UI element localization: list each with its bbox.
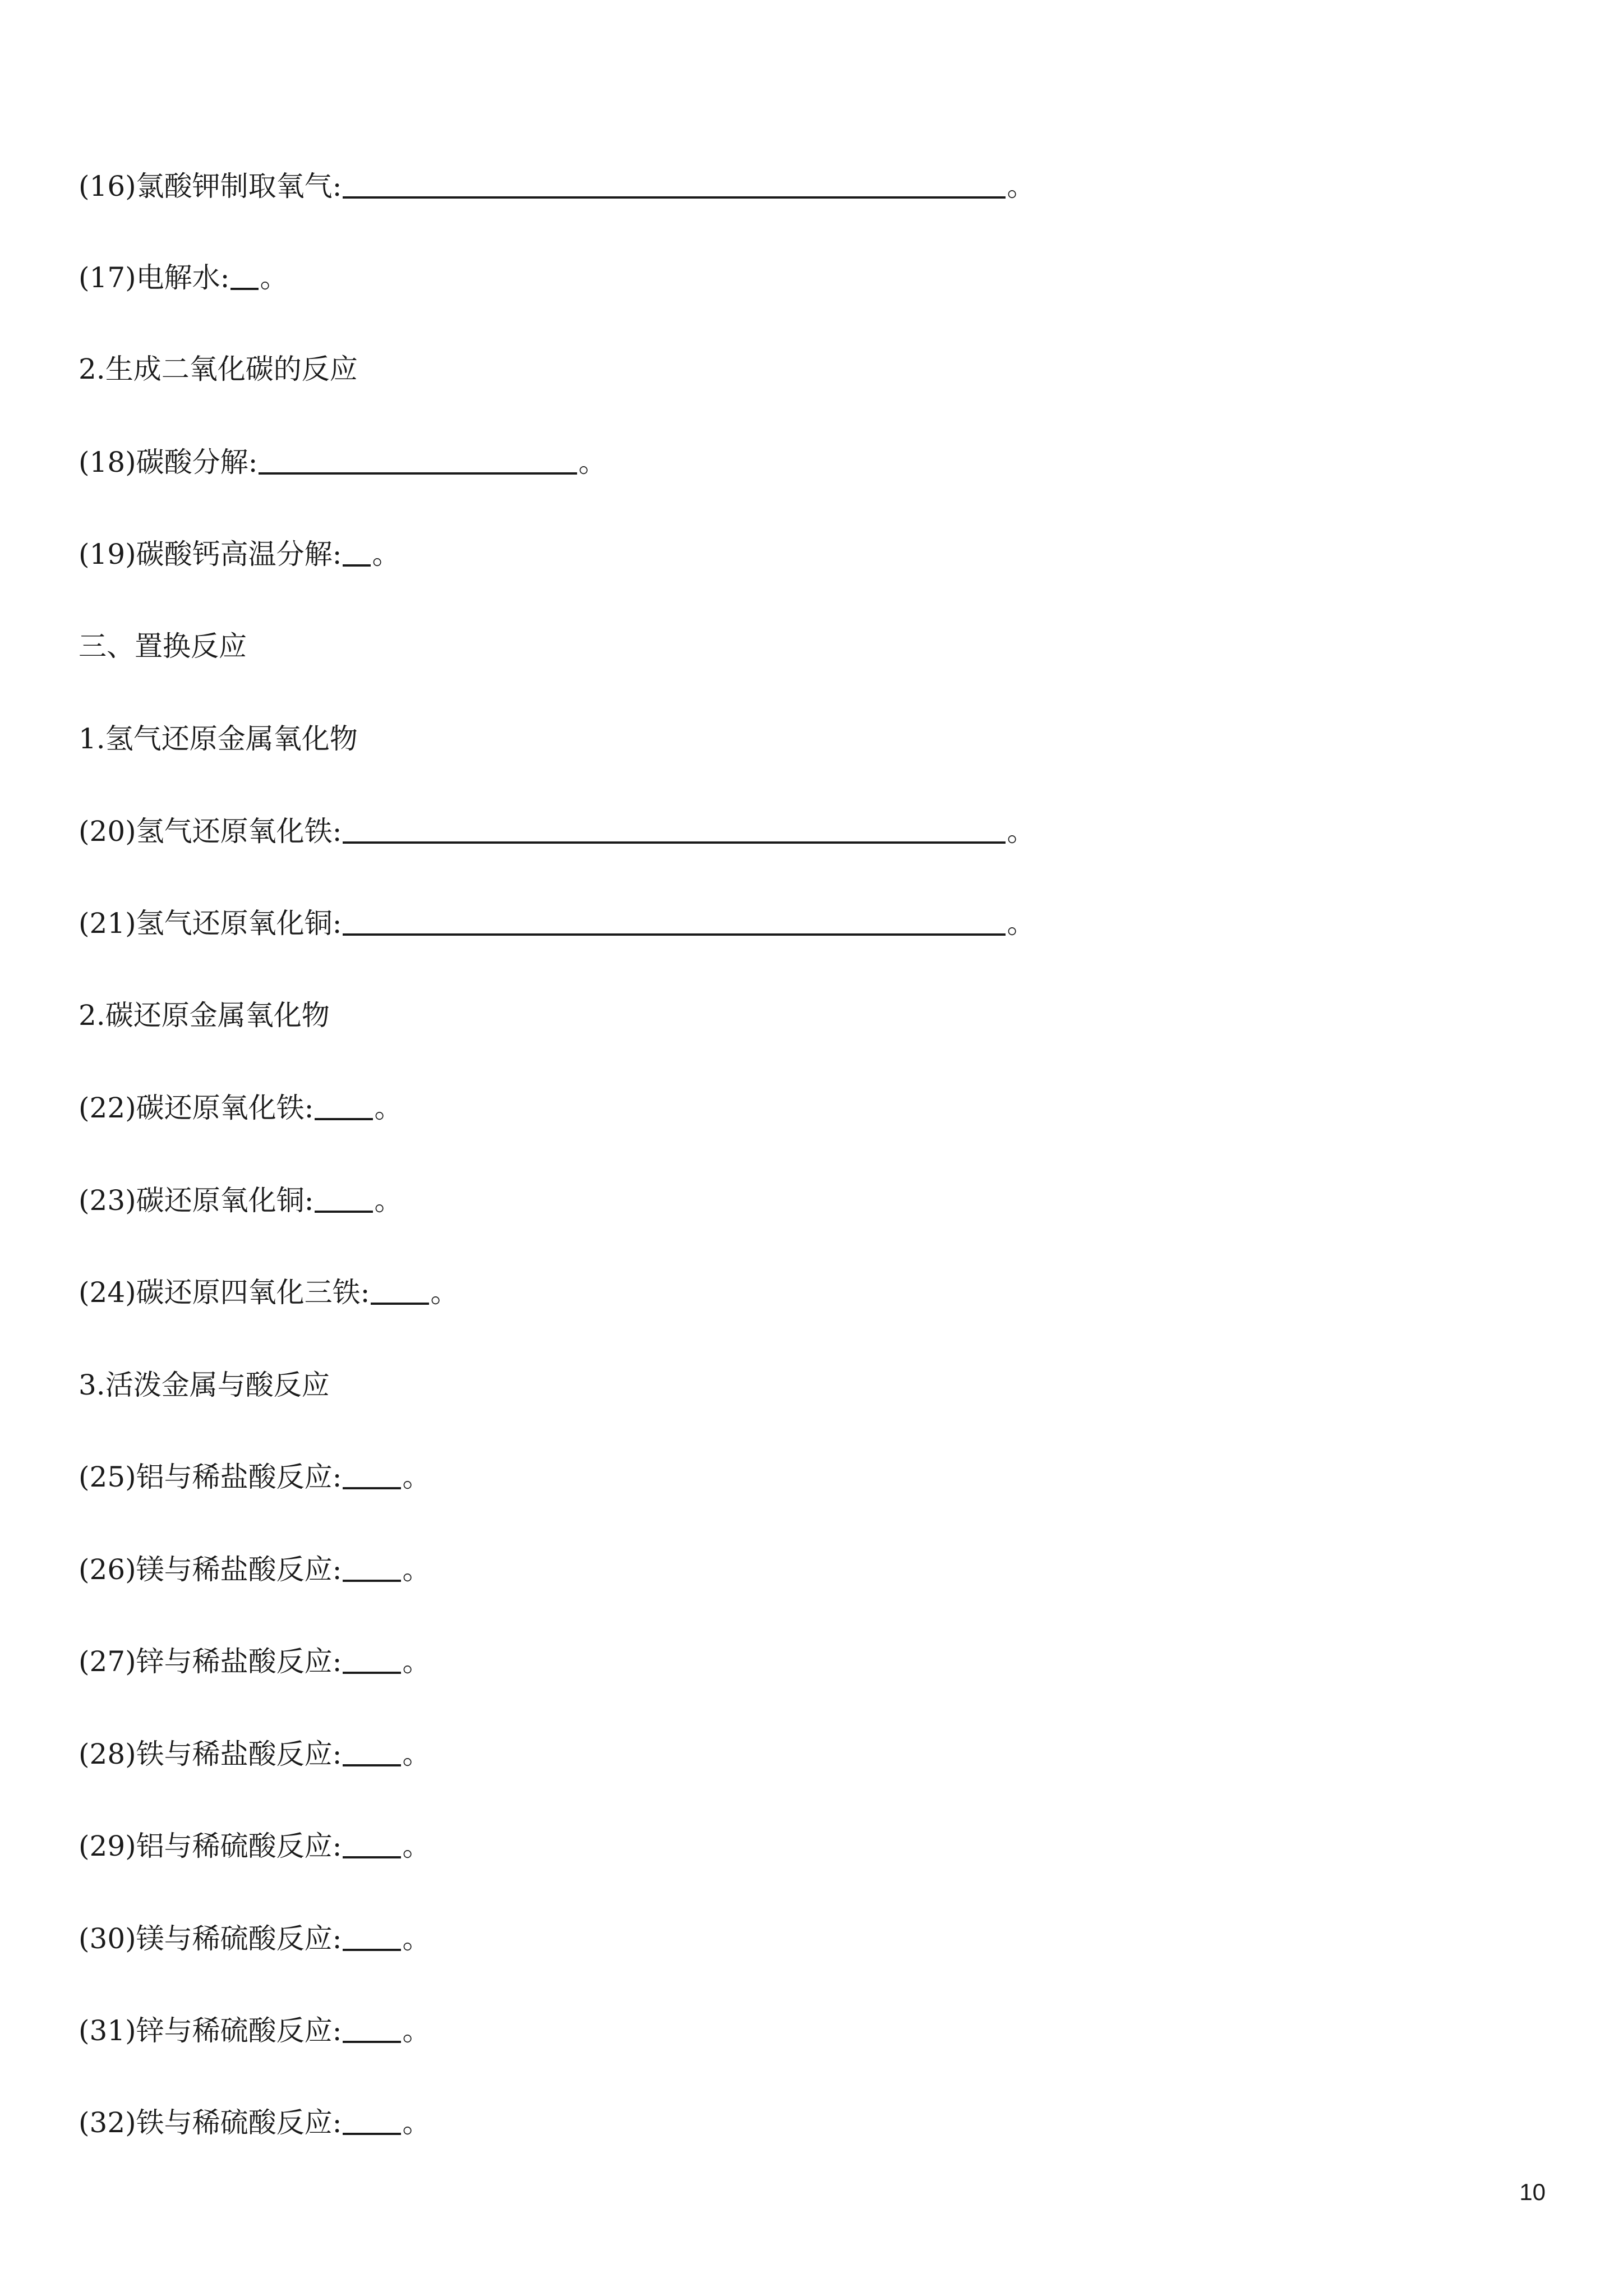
answer-blank[interactable] <box>230 263 259 290</box>
question-25 <box>79 1459 430 1495</box>
question-26 <box>79 1552 430 1588</box>
answer-blank[interactable] <box>343 817 1006 844</box>
subsection-heading-metal-acid <box>79 1367 330 1403</box>
answer-blank[interactable] <box>343 909 1006 936</box>
question-27 <box>79 1644 430 1680</box>
subsection-heading-hydrogen <box>79 721 358 757</box>
question-label: (27)锌与稀盐酸反应: <box>79 1645 342 1678</box>
question-label: (22)碳还原氧化铁: <box>79 1092 314 1124</box>
answer-blank[interactable] <box>343 1924 401 1951</box>
question-21 <box>79 905 1035 941</box>
section-heading: 1.氢气还原金属氧化物 <box>79 723 358 755</box>
period-mark: 。 <box>430 1276 459 1309</box>
question-label: (18)碳酸分解: <box>79 446 258 478</box>
question-label: (23)碳还原氧化铜: <box>79 1184 314 1217</box>
question-label: (26)镁与稀盐酸反应: <box>79 1553 342 1586</box>
question-label: (21)氢气还原氧化铜: <box>79 907 342 940</box>
period-mark: 。 <box>1007 170 1035 203</box>
page-number: 10 <box>1519 2179 1546 2205</box>
section-heading: 三、置换反应 <box>79 630 247 662</box>
question-24 <box>79 1274 458 1310</box>
question-label: (20)氢气还原氧化铁: <box>79 815 342 848</box>
question-22 <box>79 1090 402 1126</box>
question-31 <box>79 2013 430 2049</box>
question-label: (31)锌与稀硫酸反应: <box>79 2014 342 2047</box>
period-mark: 。 <box>372 538 400 570</box>
period-mark: 。 <box>402 2014 431 2047</box>
question-label: (32)铁与稀硫酸反应: <box>79 2106 342 2139</box>
question-label: (16)氯酸钾制取氧气: <box>79 170 342 203</box>
answer-blank[interactable] <box>371 1278 429 1305</box>
question-20 <box>79 813 1035 849</box>
period-mark: 。 <box>578 446 607 478</box>
section-heading: 3.活泼金属与酸反应 <box>79 1369 330 1401</box>
answer-blank[interactable] <box>259 448 577 475</box>
question-label: (17)电解水: <box>79 261 230 294</box>
period-mark: 。 <box>402 1461 431 1493</box>
period-mark: 。 <box>374 1092 403 1124</box>
question-label: (25)铝与稀盐酸反应: <box>79 1461 342 1493</box>
answer-blank[interactable] <box>343 1647 401 1674</box>
section-heading: 2.生成二氧化碳的反应 <box>79 353 358 385</box>
subsection-heading-carbon <box>79 997 330 1033</box>
period-mark: 。 <box>402 1738 431 1770</box>
period-mark: 。 <box>374 1184 403 1217</box>
question-28 <box>79 1736 430 1772</box>
period-mark: 。 <box>1007 907 1035 940</box>
question-label: (19)碳酸钙高温分解: <box>79 538 342 570</box>
question-19 <box>79 536 400 572</box>
answer-blank[interactable] <box>343 1832 401 1858</box>
period-mark: 。 <box>402 1553 431 1586</box>
question-label: (29)铝与稀硫酸反应: <box>79 1830 342 1862</box>
section-heading-displacement <box>79 628 247 664</box>
period-mark: 。 <box>402 1645 431 1678</box>
answer-blank[interactable] <box>343 1555 401 1582</box>
period-mark: 。 <box>260 261 288 294</box>
question-label: (30)镁与稀硫酸反应: <box>79 1922 342 1955</box>
period-mark: 。 <box>402 2106 431 2139</box>
period-mark: 。 <box>1007 815 1035 848</box>
question-16 <box>79 168 1035 204</box>
answer-blank[interactable] <box>343 172 1006 199</box>
section-heading: 2.碳还原金属氧化物 <box>79 999 330 1032</box>
answer-blank[interactable] <box>343 1462 401 1489</box>
answer-blank[interactable] <box>315 1093 373 1120</box>
answer-blank[interactable] <box>343 2108 401 2135</box>
answer-blank[interactable] <box>343 1740 401 1766</box>
question-23 <box>79 1182 402 1218</box>
question-32 <box>79 2105 430 2141</box>
period-mark: 。 <box>402 1922 431 1955</box>
question-29 <box>79 1828 430 1864</box>
question-label: (24)碳还原四氧化三铁: <box>79 1276 370 1309</box>
question-30 <box>79 1921 430 1957</box>
answer-blank[interactable] <box>343 540 371 567</box>
answer-blank[interactable] <box>315 1186 373 1213</box>
section-heading-co2 <box>79 351 358 387</box>
question-17 <box>79 260 288 296</box>
answer-blank[interactable] <box>343 2016 401 2043</box>
question-label: (28)铁与稀盐酸反应: <box>79 1738 342 1770</box>
period-mark: 。 <box>402 1830 431 1862</box>
question-18 <box>79 444 606 480</box>
